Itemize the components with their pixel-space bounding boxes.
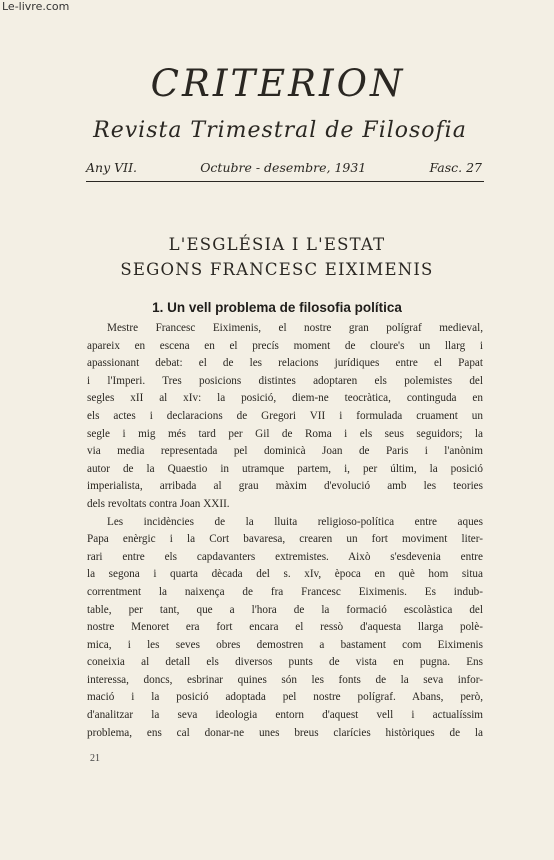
body-line: la segona i quarta dècada del s. xIv, època en què hom situa (87, 568, 483, 581)
body-line: problema, ens cal donar-ne unes breus clarícies històriques de la (87, 726, 483, 739)
issue-line (86, 160, 482, 175)
journal-title: CRITERION (150, 62, 406, 105)
body-line: apassionant debat: el de les relacions jurídiques entre el Papat (87, 357, 483, 370)
section-heading: 1. Un vell problema de filosofia política (152, 300, 402, 315)
body-line: correntment la naixença de fra Francesc Eiximenis. Es indub- (87, 585, 483, 598)
article-title (60, 232, 494, 282)
body-line: Papa enèrgic i la Cort bavaresa, crearen un fort moviment liter- (87, 533, 483, 546)
body-line: Mestre Francesc Eiximenis, el nostre gran polígraf medieval, (107, 322, 483, 334)
issue-year: Any VII. (86, 160, 137, 175)
body-line: interessa, doncs, esbrinar quines són les fonts de la seva infor- (87, 673, 483, 686)
body-line: Les incidències de la lluita religioso-política entre aques (107, 515, 483, 528)
article-title-line-1: L'ESGLÉSIA I L'ESTAT (168, 235, 386, 254)
article-title-line-2: SEGONS FRANCESC EIXIMENIS (120, 260, 434, 279)
body-line: coneixia al detall els diversos punts de vista en pugna. Ens (87, 656, 483, 669)
body-line: rari entre els capdavanters extremistes. Això s'esdevenia entre (87, 550, 483, 563)
body-line: imperialista, arribada al grau màxim d'evolució amb les teories (87, 480, 483, 493)
body-line: dels revoltats contra Joan XXII. (87, 497, 230, 510)
body-line: i l'Imperi. Tres posicions distintes adoptaren els polemistes del (87, 374, 483, 387)
article-body (87, 320, 483, 742)
watermark-text: Le-livre.com (2, 0, 70, 13)
journal-subtitle: Revista Trimestral de Filosofia (93, 118, 467, 143)
body-line: segles xII al xIv: la posició, diem-ne teocràtica, continguda en (87, 392, 483, 405)
body-line: d'analitzar la seva ideologia entorn d'aquest vell i actualíssim (87, 709, 483, 722)
paragraph-1 (87, 320, 483, 514)
body-line: autor de la Quaestio in utramque partem, i, per últim, la posició (87, 462, 483, 475)
body-line: mació i la posició adoptada pel nostre polígraf. Abans, però, (87, 691, 483, 704)
body-line: table, per tant, que a l'hora de la formació escolàstica del (87, 603, 483, 616)
masthead-rule (86, 181, 484, 182)
issue-number: Fasc. 27 (429, 160, 482, 175)
page-number: 21 (90, 753, 100, 764)
body-line: via media representada pel dominicà Joan de Paris i l'anònim (87, 445, 483, 458)
body-line: mica, i les seves obres demostren a bastament com Eiximenis (87, 638, 483, 651)
body-line: els actes i declaracions de Gregori VII i formulada cruament un (87, 409, 483, 422)
body-line: apareix en escena en el precís moment de cloure's un llarg i (87, 339, 483, 352)
body-line: segle i mig més tard per Gil de Roma i els seus seguidors; la (87, 427, 483, 440)
body-line: nostre Menoret era fort encara el ressò d'aquesta llarga polè- (87, 621, 483, 634)
issue-date: Octubre - desembre, 1931 (200, 160, 367, 175)
paragraph-2 (87, 514, 483, 743)
